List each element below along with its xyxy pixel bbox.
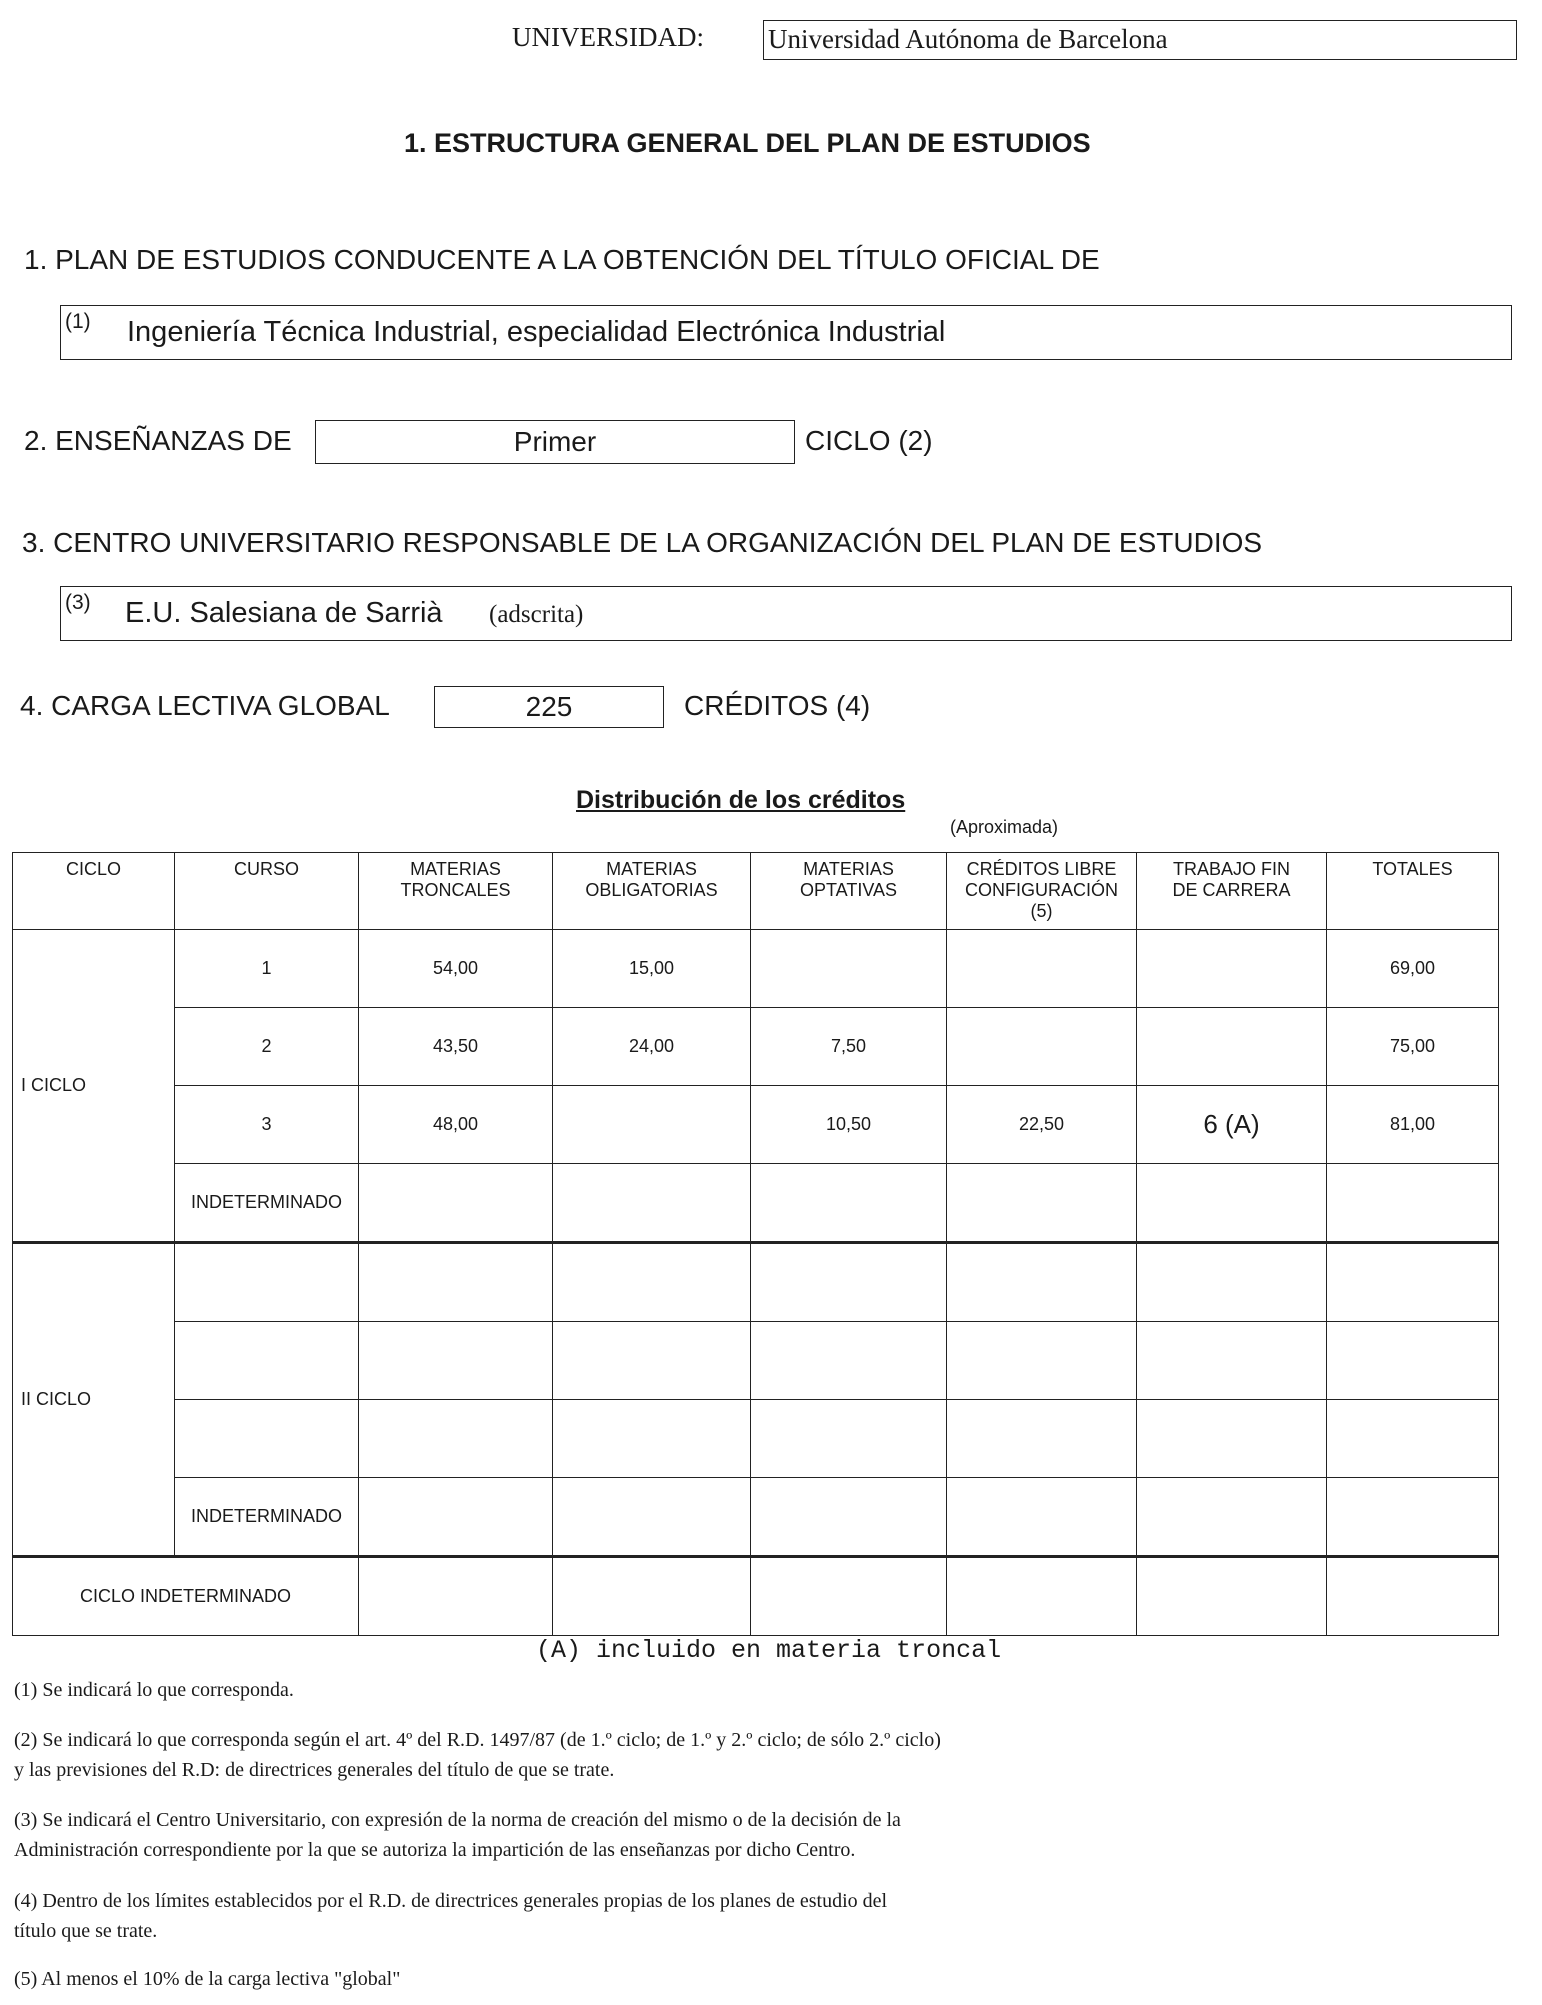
cell-troncales: 43,50: [359, 1008, 553, 1086]
note-1: (1) Se indicará lo que corresponda.: [14, 1679, 294, 1701]
cell-trabajo: [1137, 930, 1327, 1008]
table-title: Distribución de los créditos: [576, 786, 906, 814]
university-label: UNIVERSIDAD:: [512, 22, 704, 52]
credits-table: [12, 852, 1499, 1636]
cell-troncales: 54,00: [359, 930, 553, 1008]
cell-optativas: 10,50: [751, 1086, 947, 1164]
section-1-label: 1. PLAN DE ESTUDIOS CONDUCENTE A LA OBTENCIÓN DEL TÍTULO OFICIAL DE: [24, 244, 1100, 275]
table-row: [13, 1400, 1499, 1478]
header-totales: TOTALES: [1327, 853, 1499, 930]
cell-obligatorias: 24,00: [553, 1008, 751, 1086]
header-troncales: MATERIAS TRONCALES: [359, 853, 553, 930]
table-row: [13, 1557, 1499, 1636]
table-row: [13, 1243, 1499, 1322]
cell-curso: INDETERMINADO: [175, 1164, 359, 1243]
degree-title: Ingeniería Técnica Industrial, especialidad Electrónica Industrial: [127, 316, 946, 348]
center-note: (adscrita): [489, 601, 584, 628]
table-footnote: (A) incluido en materia troncal: [536, 1636, 1002, 1665]
table-row: [13, 1478, 1499, 1557]
cell-optativas: 7,50: [751, 1008, 947, 1086]
section-4-label: 4. CARGA LECTIVA GLOBAL: [20, 690, 390, 721]
ciclo-1-label: I CICLO: [13, 930, 175, 1243]
ciclo-indeterminado-label: CICLO INDETERMINADO: [13, 1557, 359, 1636]
cell-curso: INDETERMINADO: [175, 1478, 359, 1557]
center-field: [60, 586, 1512, 641]
ciclo-2-label: II CICLO: [13, 1243, 175, 1557]
section-3-label: 3. CENTRO UNIVERSITARIO RESPONSABLE DE LA ORGANIZACIÓN DEL PLAN DE ESTUDIOS: [22, 527, 1263, 558]
note-4-cont: título que se trate.: [14, 1920, 158, 1942]
header-optativas: MATERIAS OPTATIVAS: [751, 853, 947, 930]
section-2-suffix: CICLO (2): [805, 425, 933, 456]
cell-totales: 75,00: [1327, 1008, 1499, 1086]
header-ciclo: CICLO: [13, 853, 175, 930]
cell-curso: 1: [175, 930, 359, 1008]
header-trabajo-fin: TRABAJO FIN DE CARRERA: [1137, 853, 1327, 930]
table-row: [13, 1164, 1499, 1243]
table-row: [13, 1322, 1499, 1400]
ref-3: (3): [65, 591, 91, 614]
header-obligatorias: MATERIAS OBLIGATORIAS: [553, 853, 751, 930]
credits-field: 225: [434, 686, 664, 728]
cell-totales: 81,00: [1327, 1086, 1499, 1164]
note-4: (4) Dentro de los límites establecidos por el R.D. de directrices generales propias de los planes de estudio del: [14, 1890, 888, 1912]
cell-trabajo: [1137, 1008, 1327, 1086]
note-2: (2) Se indicará lo que corresponda según el art. 4º del R.D. 1497/87 (de 1.º ciclo; de 1.º y 2.º ciclo; de sólo 2.º ciclo): [14, 1729, 941, 1751]
ref-1: (1): [65, 310, 91, 333]
degree-title-field: [60, 305, 1512, 360]
cell-optativas: [751, 930, 947, 1008]
cycle-field: Primer: [315, 420, 795, 464]
page-title: 1. ESTRUCTURA GENERAL DEL PLAN DE ESTUDIOS: [404, 128, 1091, 158]
cell-libre: [947, 1008, 1137, 1086]
cell-troncales: 48,00: [359, 1086, 553, 1164]
table-row: [13, 1086, 1499, 1164]
cell-libre: 22,50: [947, 1086, 1137, 1164]
section-2-label: 2. ENSEÑANZAS DE: [24, 425, 292, 456]
section-4-suffix: CRÉDITOS (4): [684, 690, 871, 721]
header-libre-configuracion: CRÉDITOS LIBRE CONFIGURACIÓN (5): [947, 853, 1137, 930]
table-row: [13, 1008, 1499, 1086]
note-2-cont: y las previsiones del R.D: de directrices generales del título de que se trate.: [14, 1759, 615, 1781]
table-row: [13, 930, 1499, 1008]
header-curso: CURSO: [175, 853, 359, 930]
table-subtitle: (Aproximada): [950, 817, 1059, 837]
note-3: (3) Se indicará el Centro Universitario, con expresión de la norma de creación del mismo o de la decisión de la: [14, 1809, 901, 1831]
cell-libre: [947, 930, 1137, 1008]
note-3-cont: Administración correspondiente por la que se autoriza la impartición de las enseñanzas por dicho Centro.: [14, 1839, 856, 1861]
cell-trabajo: 6 (A): [1137, 1086, 1327, 1164]
cell-curso: 2: [175, 1008, 359, 1086]
cell-curso: 3: [175, 1086, 359, 1164]
university-field: Universidad Autónoma de Barcelona: [763, 20, 1517, 60]
note-5: (5) Al menos el 10% de la carga lectiva "global": [14, 1968, 401, 1990]
cell-obligatorias: [553, 1086, 751, 1164]
table-header-row: [13, 853, 1499, 930]
center-name: E.U. Salesiana de Sarrià: [125, 597, 443, 629]
cell-totales: 69,00: [1327, 930, 1499, 1008]
cell-obligatorias: 15,00: [553, 930, 751, 1008]
